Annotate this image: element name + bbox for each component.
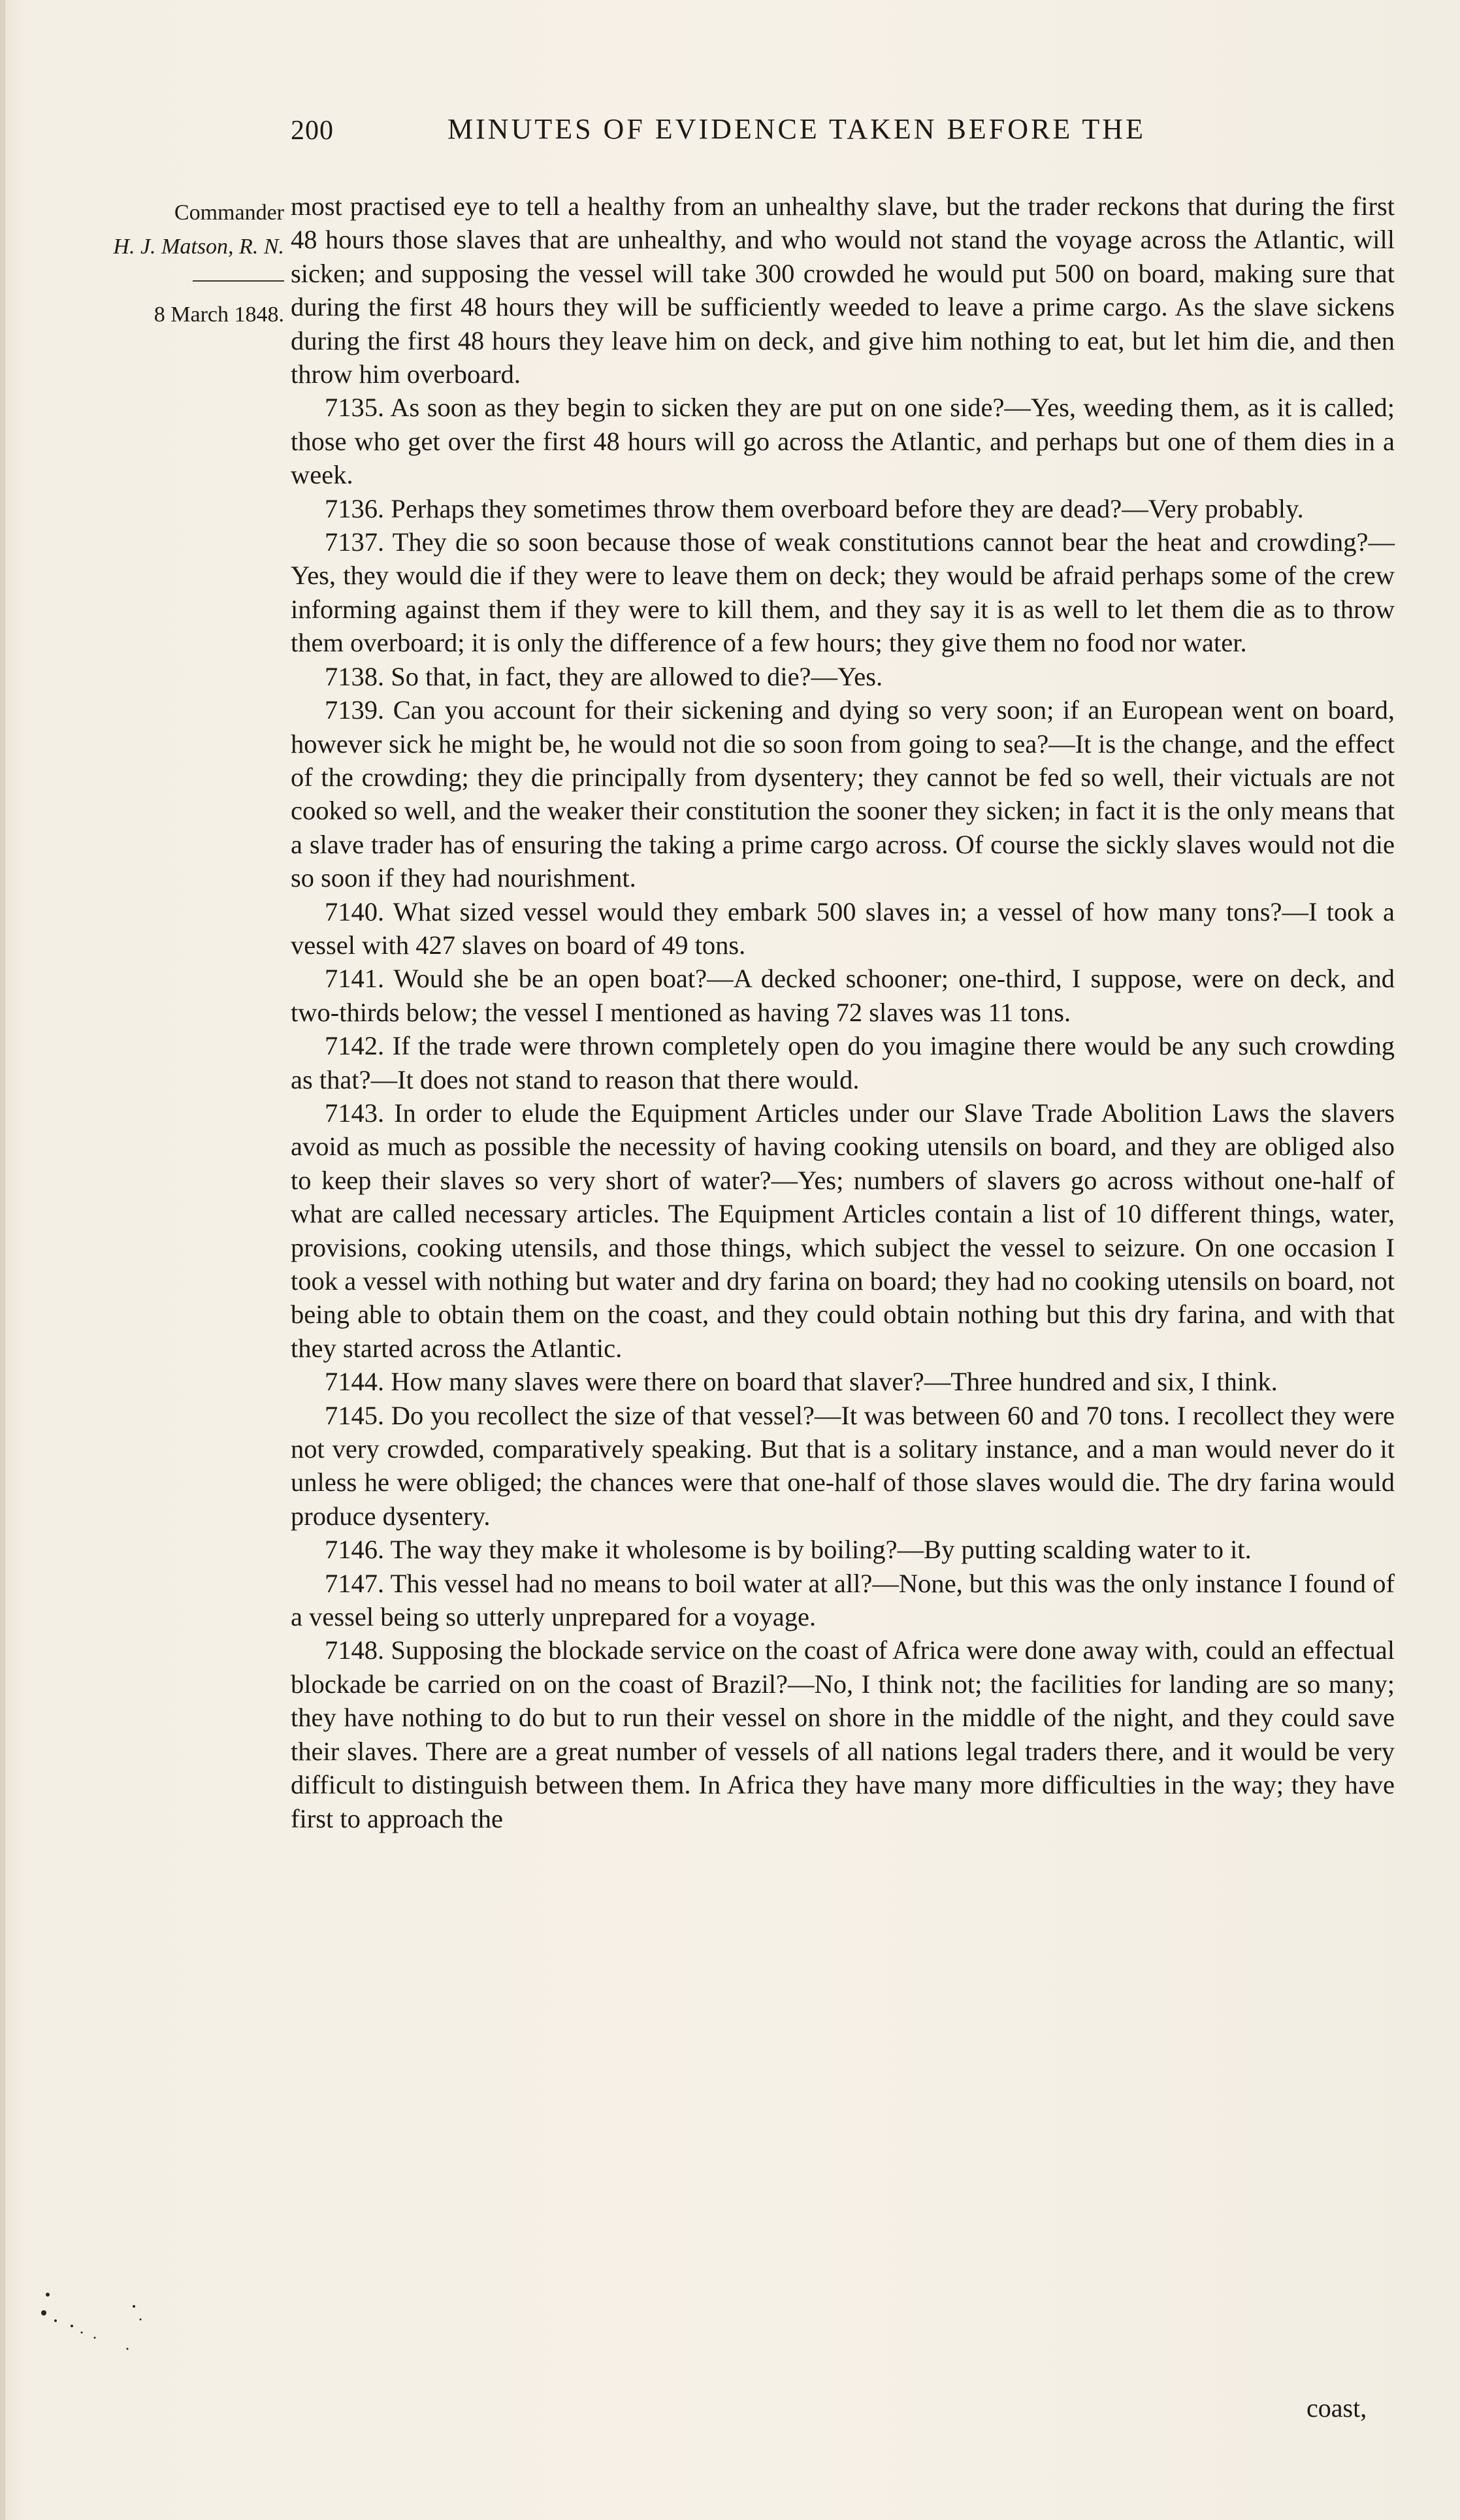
margin-note xyxy=(62,196,284,332)
running-head xyxy=(291,110,1251,155)
margin-rule xyxy=(193,280,284,282)
paragraph-7148: 7148. Supposing the blockade service on the coast of Africa were done away with, could an effectual blockade be carried on on the coast of Brazil?—No, I think not; the facilities for landing are so many; they have nothing to do but to run their vessel on shore in the middle of the night, and they could save their slaves. There are a great number of vessels of all nations legal traders there, and it would be very difficult to distinguish between them. In Africa they have many more difficulties in the way; they have first to approach the xyxy=(291,1635,1395,1833)
evidence-body xyxy=(291,189,1395,1835)
evidence-date: 8 March 1848. xyxy=(154,303,284,327)
paragraph-7141: 7141. Would she be an open boat?—A decked schooner; one-third, I suppose, were on deck, and two-thirds below; the vessel I mentioned as having 72 slaves was 11 tons. xyxy=(291,964,1395,1027)
paragraph-continuation: most practised eye to tell a healthy from an unhealthy slave, but the trader reckons that during the first 48 hours those slaves that are unhealthy, and who would not stand the voyage across the Atlantic, will sicken; and supposing the vessel will take 300 crowded he would put 500 on board, making sure that during the first 48 hours they will be sufficiently weeded to leave a prime cargo. As the slave sickens during the first 48 hours they leave him on deck, and give him nothing to eat, but let him die, and then throw him overboard. xyxy=(291,191,1395,389)
witness-name: H. J. Matson, R. N. xyxy=(113,235,284,259)
page-number: 200 xyxy=(291,116,334,146)
page-title: MINUTES OF EVIDENCE TAKEN BEFORE THE xyxy=(447,113,1146,145)
paragraph-7137: 7137. They die so soon because those of weak constitutions cannot bear the heat and crowding?—Yes, they would die if they were to leave them on deck; they would be afraid perhaps some of the crew informing against them if they were to kill them, and they say it is as well to let them die as to throw them overboard; it is only the difference of a few hours; they give them no food nor water. xyxy=(291,527,1395,658)
paragraph-7138: 7138. So that, in fact, they are allowed to die?—Yes. xyxy=(325,661,883,691)
paragraph-7142: 7142. If the trade were thrown completely open do you imagine there would be any such crowding as that?—It does not stand to reason that there would. xyxy=(291,1031,1395,1094)
paragraph-7136: 7136. Perhaps they sometimes throw them overboard before they are dead?—Very probably. xyxy=(325,493,1304,523)
paragraph-7139: 7139. Can you account for their sickening and dying so very soon; if an European went on board, however sick he might be, he would not die so soon from going to sea?—It is the change, and the effect of the crowding; they die principally from dysentery; they cannot be fed so well, their victuals are not cooked so well, and the weaker their constitution the sooner they sicken; in fact it is the only means that a slave trader has of ensuring the taking a prime cargo across. Of course the sickly slaves would not die so soon if they had nourishment. xyxy=(291,695,1395,893)
paragraph-7143: 7143. In order to elude the Equipment Articles under our Slave Trade Abolition Laws the slavers avoid as much as possible the necessity of having cooking utensils on board, and they are obliged also to keep their slaves so very short of water?—Yes; numbers of slavers go across without one-half of what are called necessary articles. The Equipment Articles contain a list of 10 different things, water, provisions, cooking utensils, and those things, which subject the vessel to seizure. On one occasion I took a vessel with nothing but water and dry farina on board; they had no cooking utensils on board, not being able to obtain them on the coast, and they could obtain nothing but this dry farina, and with that they started across the Atlantic. xyxy=(291,1098,1395,1363)
catchword: coast, xyxy=(1306,2393,1367,2423)
page-edge xyxy=(0,0,5,2520)
ink-specks xyxy=(36,2287,180,2365)
paragraph-7140: 7140. What sized vessel would they embark 500 slaves in; a vessel of how many tons?—I took a vessel with 427 slaves on board of 49 tons. xyxy=(291,896,1395,960)
paragraph-7144: 7144. How many slaves were there on board that slaver?—Three hundred and six, I think. xyxy=(325,1367,1278,1397)
paragraph-7145: 7145. Do you recollect the size of that vessel?—It was between 60 and 70 tons. I recollect they were not very crowded, comparatively speaking. But that is a solitary instance, and a man would never do it unless he were obliged; the chances were that one-half of those slaves would die. The dry farina would produce dysentery. xyxy=(291,1400,1395,1531)
paragraph-7135: 7135. As soon as they begin to sicken they are put on one side?—Yes, weeding them, as it is called; those who get over the first 48 hours will go across the Atlantic, and perhaps but one of them dies in a week. xyxy=(291,393,1395,490)
witness-rank: Commander xyxy=(174,201,284,225)
paragraph-7147: 7147. This vessel had no means to boil water at all?—None, but this was the only instance I found of a vessel being so utterly unprepared for a voyage. xyxy=(291,1568,1395,1632)
paragraph-7146: 7146. The way they make it wholesome is by boiling?—By putting scalding water to it. xyxy=(325,1535,1252,1565)
